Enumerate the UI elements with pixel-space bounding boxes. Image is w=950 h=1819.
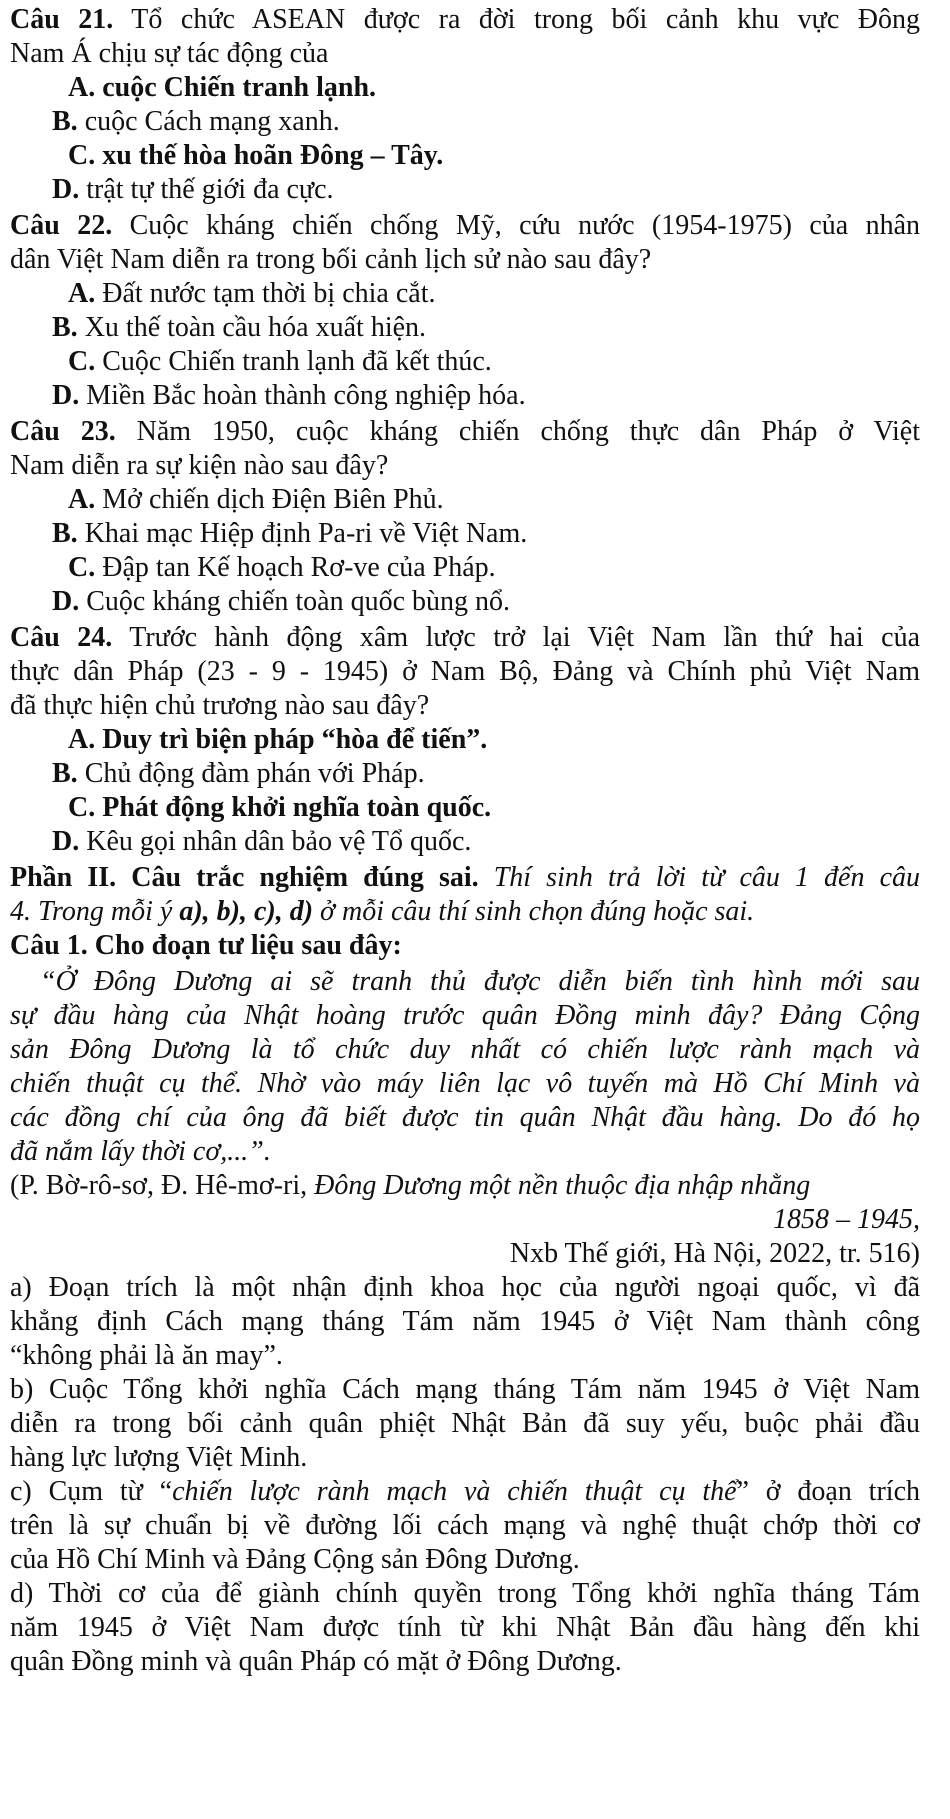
source-line-2: 1858 – 1945, (773, 1204, 920, 1235)
q23-option-d (52, 585, 950, 619)
quote-line-6: đã nắm lấy thời cơ,...”. (10, 1136, 271, 1167)
q24-title: Câu 24. (10, 622, 113, 653)
statement-c-quoted-phrase: chiến lược rành mạch và chiến thuật cụ thể (172, 1476, 737, 1507)
q22-option-b-text: Xu thế toàn cầu hóa xuất hiện. (84, 312, 427, 343)
quote-line-4: chiến thuật cụ thể. Nhờ vào máy liên lạc vô tuyến mà Hồ Chí Minh và (10, 1068, 920, 1099)
q23-option-a (68, 483, 950, 517)
q21-option-b (52, 105, 950, 139)
part2-intro-line-2 (10, 895, 950, 929)
q21-stem-line-1 (10, 3, 920, 37)
q22-option-c (68, 345, 950, 379)
q21-stem-1: Tổ chức ASEAN được ra đời trong bối cảnh khu vực Đông (131, 4, 920, 35)
part2-q1-title: Câu 1. Cho đoạn tư liệu sau đây: (10, 930, 402, 961)
q22-option-b-label: B. (52, 312, 78, 343)
q23-stem-1: Năm 1950, cuộc kháng chiến chống thực dân Pháp ở Việt (136, 416, 921, 447)
q22-title: Câu 22. (10, 210, 113, 241)
q21-option-d (52, 173, 950, 207)
q21-option-b-label: B. (52, 106, 78, 137)
source-line-3: Nxb Thế giới, Hà Nội, 2022, tr. 516) (509, 1238, 920, 1269)
statement-c-line-3: của Hồ Chí Minh và Đảng Cộng sản Đông Dương. (10, 1544, 580, 1575)
statement-d-line-1: d) Thời cơ của để giành chính quyền trong Tổng khởi nghĩa tháng Tám (10, 1578, 920, 1609)
statement-c-line-1 (10, 1475, 920, 1509)
q24-option-d (52, 825, 950, 859)
q21-stem-2: Nam Á chịu sự tác động của (10, 38, 329, 69)
q22-option-a (68, 277, 950, 311)
statement-c-line-2: trên là sự chuẩn bị về đường lối cách mạng và nghệ thuật chớp thời cơ (10, 1510, 920, 1541)
q24-option-d-text: Kêu gọi nhân dân bảo vệ Tổ quốc. (86, 826, 472, 857)
statement-a-line-3: “không phải là ăn may”. (10, 1340, 283, 1371)
statement-d-line-2: năm 1945 ở Việt Nam được tính từ khi Nhật Bản đầu hàng đến khi (10, 1612, 920, 1643)
q24-stem-3: đã thực hiện chủ trương nào sau đây? (10, 690, 430, 721)
part2-intro-1: Thí sinh trả lời từ câu 1 đến câu (493, 862, 920, 893)
q21-option-b-text: cuộc Cách mạng xanh. (84, 106, 340, 137)
q21-title: Câu 21. (10, 4, 114, 35)
q23-option-c-text: Đập tan Kế hoạch Rơ-ve của Pháp. (102, 552, 496, 583)
q21-option-d-label: D. (52, 174, 80, 205)
q23-option-b (52, 517, 950, 551)
part2-intro-2a: 4. Trong mỗi ý (10, 896, 173, 927)
source-book-title: Đông Dương một nền thuộc địa nhập nhằng (314, 1170, 811, 1201)
q23-option-d-label: D. (52, 586, 80, 617)
q22-option-d-text: Miền Bắc hoàn thành công nghiệp hóa. (86, 380, 526, 411)
q21-option-a: A. cuộc Chiến tranh lạnh. (68, 72, 377, 103)
q23-stem-2: Nam diễn ra sự kiện nào sau đây? (10, 450, 389, 481)
part2-intro-2b: a), b), c), d) (179, 896, 314, 927)
q22-option-a-label: A. (68, 278, 96, 309)
q23-option-b-label: B. (52, 518, 78, 549)
quote-line-5: các đồng chí của ông đã biết được tin quân Nhật đầu hàng. Do đó họ (10, 1102, 920, 1133)
q24-option-b (52, 757, 950, 791)
q22-stem-2: dân Việt Nam diễn ra trong bối cảnh lịch sử nào sau đây? (10, 244, 652, 275)
q23-stem-line-1 (10, 415, 920, 449)
q22-stem-line-1 (10, 209, 920, 243)
statement-b-line-3: hàng lực lượng Việt Minh. (10, 1442, 308, 1473)
q23-option-c (68, 551, 950, 585)
q23-title: Câu 23. (10, 416, 116, 447)
q24-option-c: C. Phát động khởi nghĩa toàn quốc. (68, 792, 492, 823)
statement-c-suffix: ” ở đoạn trích (736, 1476, 920, 1507)
q24-option-a: A. Duy trì biện pháp “hòa để tiến”. (68, 724, 488, 755)
q23-option-d-text: Cuộc kháng chiến toàn quốc bùng nổ. (86, 586, 511, 617)
q22-stem-1: Cuộc kháng chiến chống Mỹ, cứu nước (1954-1975) của nhân (129, 210, 920, 241)
statement-c-prefix: c) Cụm từ “ (10, 1476, 173, 1507)
q22-option-d-label: D. (52, 380, 80, 411)
q21-option-d-text: trật tự thế giới đa cực. (86, 174, 334, 205)
q23-option-b-text: Khai mạc Hiệp định Pa-ri về Việt Nam. (84, 518, 528, 549)
q23-option-a-text: Mở chiến dịch Điện Biên Phủ. (102, 484, 444, 515)
statement-b-line-2: diễn ra trong bối cảnh quân phiệt Nhật Bản đã suy yếu, buộc phải đầu (10, 1408, 920, 1439)
statement-a-line-1: a) Đoạn trích là một nhận định khoa học của người ngoại quốc, vì đã (10, 1272, 920, 1303)
source-line-1 (10, 1169, 950, 1203)
statement-b-line-1: b) Cuộc Tổng khởi nghĩa Cách mạng tháng Tám năm 1945 ở Việt Nam (10, 1374, 920, 1405)
source-authors: (P. Bờ-rô-sơ, Đ. Hê-mơ-ri, (10, 1170, 308, 1201)
q22-option-d (52, 379, 950, 413)
q24-option-d-label: D. (52, 826, 80, 857)
q22-option-a-text: Đất nước tạm thời bị chia cắt. (102, 278, 436, 309)
q22-option-c-label: C. (68, 346, 96, 377)
q22-option-b (52, 311, 950, 345)
q24-stem-2: thực dân Pháp (23 - 9 - 1945) ở Nam Bộ, Đảng và Chính phủ Việt Nam (10, 656, 920, 687)
statement-d-line-3: quân Đồng minh và quân Pháp có mặt ở Đông Dương. (10, 1646, 622, 1677)
quote-line-1: “Ở Đông Dương ai sẽ tranh thủ được diễn biến tình hình mới sau (40, 966, 920, 997)
part2-heading-line (10, 861, 920, 895)
statement-a-line-2: khẳng định Cách mạng tháng Tám năm 1945 ở Việt Nam thành công (10, 1306, 920, 1337)
quote-line-3: sản Đông Dương là tổ chức duy nhất có chiến lược rành mạch và (10, 1034, 920, 1065)
q24-option-b-text: Chủ động đàm phán với Pháp. (84, 758, 425, 789)
part2-title: Phần II. Câu trắc nghiệm đúng sai. (10, 862, 479, 893)
q23-option-a-label: A. (68, 484, 96, 515)
q23-option-c-label: C. (68, 552, 96, 583)
q24-option-b-label: B. (52, 758, 78, 789)
q21-option-c: C. xu thế hòa hoãn Đông – Tây. (68, 140, 444, 171)
quote-line-2: sự đầu hàng của Nhật hoàng trước quân Đồng minh đây? Đảng Cộng (10, 1000, 920, 1031)
q24-stem-1: Trước hành động xâm lược trở lại Việt Nam lần thứ hai của (129, 622, 921, 653)
q24-stem-line-1 (10, 621, 920, 655)
q22-option-c-text: Cuộc Chiến tranh lạnh đã kết thúc. (102, 346, 492, 377)
part2-intro-2c: ở mỗi câu thí sinh chọn đúng hoặc sai. (320, 896, 755, 927)
